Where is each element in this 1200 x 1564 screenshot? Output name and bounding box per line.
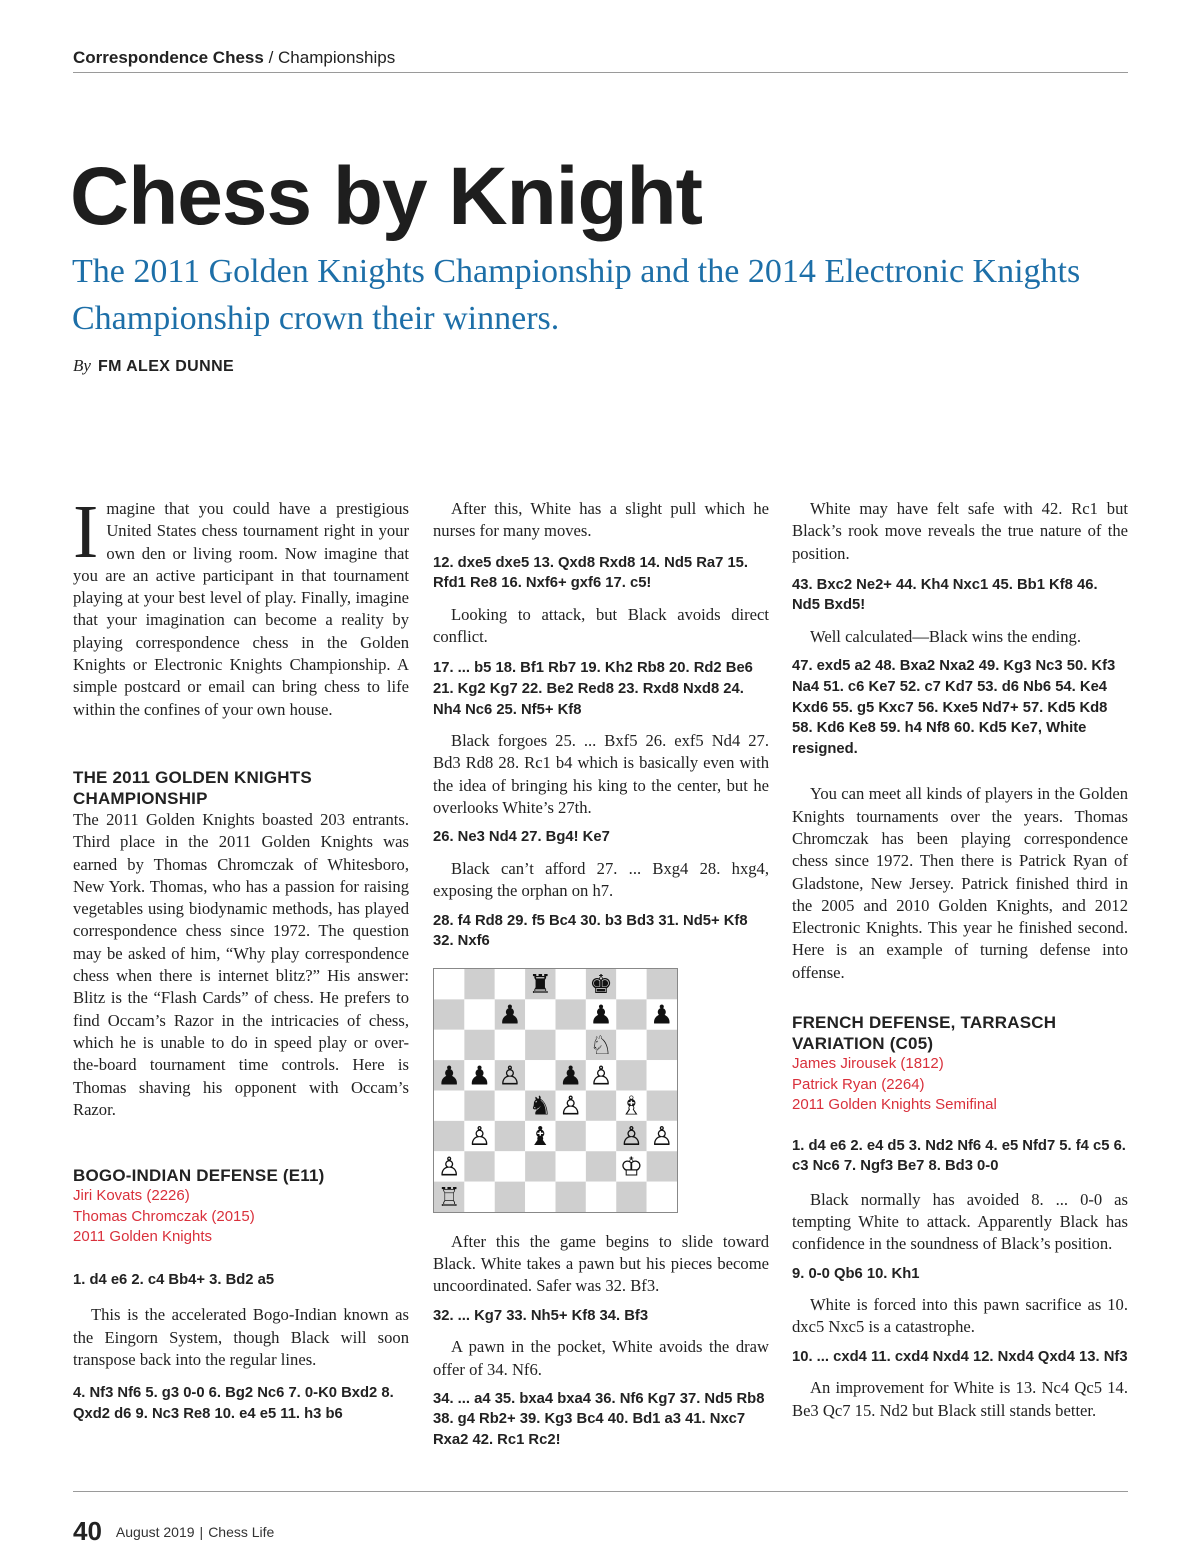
annotation-paragraph: After this, White has a slight pull which he nurses for many moves. xyxy=(433,499,769,541)
page-number: 40 xyxy=(73,1516,102,1546)
game1-white-player: Jiri Kovats (2226) xyxy=(73,1187,190,1205)
chess-board xyxy=(434,969,677,1212)
magazine-name: Chess Life xyxy=(208,1523,275,1540)
board-square xyxy=(464,1181,494,1211)
subsection-name: Championships xyxy=(278,48,396,67)
board-square xyxy=(586,1151,616,1181)
moves-block: 28. f4 Rd8 29. f5 Bc4 30. b3 Bd3 31. Nd5+ Kf8 32. Nxf6 xyxy=(433,912,748,950)
chess-piece-c5: ♙ xyxy=(498,1061,522,1092)
board-square xyxy=(525,999,555,1029)
board-square xyxy=(525,1151,555,1181)
board-square xyxy=(434,1090,464,1120)
board-square xyxy=(495,1121,525,1151)
board-square xyxy=(556,1151,586,1181)
chess-piece-f8: ♚ xyxy=(589,969,613,1000)
chess-piece-a5: ♟ xyxy=(437,1061,461,1092)
chess-piece-e5: ♟ xyxy=(559,1061,583,1092)
chess-piece-g4: ♗ xyxy=(619,1091,644,1122)
game2-black-player: Patrick Ryan (2264) xyxy=(792,1075,925,1093)
footer xyxy=(73,1516,274,1547)
section-separator: / xyxy=(263,48,279,67)
board-square xyxy=(464,999,494,1029)
board-square xyxy=(616,999,646,1029)
annotation-paragraph: This is the accelerated Bogo-Indian known as the Eingorn System, though Black will soon transpose back into the regular lines. xyxy=(73,1305,409,1369)
annotation-paragraph: White is forced into this pawn sacrifice as 10. dxc5 Nxc5 is a catastrophe. xyxy=(792,1295,1128,1337)
board-square xyxy=(434,999,464,1029)
board-square xyxy=(616,1029,646,1059)
board-square xyxy=(495,1029,525,1059)
board-square xyxy=(434,1029,464,1059)
game2-white-player: James Jirousek (1812) xyxy=(792,1055,944,1073)
game1-event: 2011 Golden Knights xyxy=(73,1228,212,1246)
board-square xyxy=(464,969,494,999)
board-square xyxy=(616,1060,646,1090)
board-square xyxy=(464,1029,494,1059)
board-square xyxy=(586,1181,616,1211)
moves-block: 34. ... a4 35. bxa4 bxa4 36. Nf6 Kg7 37. Nd5 Rb8 38. g4 Rb2+ 39. Kg3 Bc4 40. Bd1 a3 41. Nxc7 Rxa2 42. Rc1 Rc2! xyxy=(433,1390,765,1448)
board-square xyxy=(495,1151,525,1181)
drop-cap: I xyxy=(73,490,99,574)
board-square xyxy=(495,1181,525,1211)
board-square xyxy=(464,1151,494,1181)
moves-block: 26. Ne3 Nd4 27. Bg4! Ke7 xyxy=(433,829,610,846)
board-square xyxy=(434,969,464,999)
chess-piece-b5: ♟ xyxy=(467,1061,492,1092)
article-deck: The 2011 Golden Knights Championship and the 2014 Electronic Knights Championship crown their winners. xyxy=(72,253,1081,337)
board-square xyxy=(586,1121,616,1151)
game1-black-player: Thomas Chromczak (2015) xyxy=(73,1207,255,1225)
chess-piece-h3: ♙ xyxy=(650,1121,674,1152)
chess-piece-d3: ♝ xyxy=(528,1121,552,1152)
board-square xyxy=(647,1090,677,1120)
chess-piece-d4: ♞ xyxy=(528,1091,552,1122)
moves-block: 4. Nf3 Nf6 5. g3 0-0 6. Bg2 Nc6 7. 0-K0 Bxd2 8. Qxd2 d6 9. Nc3 Re8 10. e4 e5 11. h3 b6 xyxy=(73,1385,394,1422)
board-square xyxy=(434,1121,464,1151)
chess-piece-c7: ♟ xyxy=(498,1000,522,1031)
board-square xyxy=(586,1090,616,1120)
moves-block: 10. ... cxd4 11. cxd4 Nxd4 12. Nxd4 Qxd4 13. Nf3 xyxy=(792,1348,1128,1365)
running-head xyxy=(73,48,395,68)
chess-piece-d8: ♜ xyxy=(528,969,552,1000)
board-square xyxy=(525,1181,555,1211)
chess-piece-g2: ♔ xyxy=(619,1152,644,1183)
byline xyxy=(73,356,234,376)
issue-date: August 2019 xyxy=(115,1523,195,1540)
column-3 xyxy=(792,498,1128,1422)
heading-golden-knights: THE 2011 GOLDEN KNIGHTS CHAMPIONSHIP xyxy=(73,767,312,808)
byline-author: FM ALEX DUNNE xyxy=(97,358,235,375)
moves-block: 43. Bxc2 Ne2+ 44. Kh4 Nxc1 45. Bb1 Kf8 46. Nd5 Bxd5! xyxy=(792,576,1098,614)
footer-separator: | xyxy=(199,1523,204,1540)
annotation-paragraph: White may have felt safe with 42. Rc1 but Black’s rook move reveals the true nature of the position. xyxy=(792,499,1128,563)
annotation-paragraph: A pawn in the pocket, White avoids the draw offer of 34. Nf6. xyxy=(433,1337,769,1379)
annotation-paragraph: You can meet all kinds of players in the Golden Knights tournaments over the years. Thomas Chromczak has been playing correspondence chess since 1972. Then there is Patrick Ryan of Gladstone, New Jersey. Patrick finished third in the 2005 and 2010 Golden Knights, and 2012 Electronic Knights. This year he finished second. Here is an example of turning defense into offense. xyxy=(792,784,1128,982)
moves-block: 47. exd5 a2 48. Bxa2 Nxa2 49. Kg3 Nc3 50. Kf3 Na4 51. c6 Ke7 52. c7 Kd7 53. d6 Nb6 54. Ke4 Kxd6 55. g5 Kxc7 56. Kxe5 Nd7+ 57. Kd5 Kd8 58. Kd6 Ke8 59. h4 Nf8 60. Kd5 Ke7, White resigned. xyxy=(792,658,1116,757)
board-square xyxy=(556,1121,586,1151)
chess-piece-f6: ♘ xyxy=(589,1030,613,1061)
moves-block: 1. d4 e6 2. e4 d5 3. Nd2 Nf6 4. e5 Nfd7 5. f4 c5 6. c3 Nc6 7. Ngf3 Be7 8. Bd3 0-0 xyxy=(792,1137,1126,1175)
annotation-paragraph: Looking to attack, but Black avoids direct conflict. xyxy=(433,604,769,647)
annotation-paragraph: Black normally has avoided 8. ... 0-0 as tempting White to attack. Apparently Black has confidence in the soundness of Black’s position. xyxy=(792,1189,1128,1254)
board-square xyxy=(616,1181,646,1211)
column-1 xyxy=(73,490,409,1424)
board-square xyxy=(495,969,525,999)
board-square xyxy=(647,969,677,999)
moves-block: 12. dxe5 dxe5 13. Qxd8 Rxd8 14. Nd5 Ra7 15. Rfd1 Re8 16. Nxf6+ gxf6 17. c5! xyxy=(433,554,749,592)
footer-rule xyxy=(73,1491,1128,1492)
chess-piece-f5: ♙ xyxy=(589,1061,613,1092)
chess-piece-g3: ♙ xyxy=(619,1121,644,1152)
board-square xyxy=(525,1029,555,1059)
annotation-paragraph: Black can’t afford 27. ... Bxg4 28. hxg4, exposing the orphan on h7. xyxy=(433,858,769,901)
chess-piece-e4: ♙ xyxy=(559,1091,583,1122)
heading-bogo-indian: BOGO-INDIAN DEFENSE (E11) xyxy=(73,1166,325,1186)
board-square xyxy=(647,1060,677,1090)
chess-diagram xyxy=(433,968,678,1213)
annotation-paragraph: Black forgoes 25. ... Bxf5 26. exf5 Nd4 27. Bd3 Rd8 28. Rc1 b4 which is basically even with the idea of bringing his king to the center, but he overlooks White’s 27th. xyxy=(433,731,769,818)
intro-text: magine that you could have a prestigious United States chess tournament right in your own den or living room. Now imagine that you are an active participant in that tournament playing at your best level of play. Finally, imagine that your imagination can become a reality by playing correspondence chess in the Golden Knights or Electronic Knights Championship. A simple postcard or email can bring chess to life within the confines of your own house. xyxy=(73,499,409,719)
annotation-paragraph: An improvement for White is 13. Nc4 Qc5 14. Be3 Qc7 15. Nd2 but Black still stands better. xyxy=(792,1378,1128,1420)
article-title: Chess by Knight xyxy=(70,151,702,242)
annotation-paragraph: After this the game begins to slide toward Black. White takes a pawn but his pieces become uncoordinated. Safer was 32. Bf3. xyxy=(433,1231,769,1296)
board-square xyxy=(556,1029,586,1059)
board-square xyxy=(556,1181,586,1211)
chess-piece-b3: ♙ xyxy=(467,1121,492,1152)
board-square xyxy=(647,1181,677,1211)
board-square xyxy=(556,999,586,1029)
board-square xyxy=(495,1090,525,1120)
intro-paragraph xyxy=(73,490,409,721)
game2-event: 2011 Golden Knights Semifinal xyxy=(792,1096,997,1114)
chess-piece-a1: ♖ xyxy=(437,1182,461,1212)
moves-block: 9. 0-0 Qb6 10. Kh1 xyxy=(792,1265,920,1282)
column-2 xyxy=(433,498,769,1451)
heading-french-defense: FRENCH DEFENSE, TARRASCH VARIATION (C05) xyxy=(792,1013,1057,1054)
board-square xyxy=(647,1029,677,1059)
board-square xyxy=(647,1151,677,1181)
section-name: Correspondence Chess xyxy=(73,48,264,67)
annotation-paragraph: Well calculated—Black wins the ending. xyxy=(810,627,1081,647)
chess-piece-f7: ♟ xyxy=(589,1000,613,1031)
chess-piece-a2: ♙ xyxy=(437,1152,461,1183)
chess-piece-h7: ♟ xyxy=(650,1000,674,1031)
byline-by: By xyxy=(73,356,91,375)
board-square xyxy=(616,969,646,999)
moves-block: 32. ... Kg7 33. Nh5+ Kf8 34. Bf3 xyxy=(433,1307,649,1324)
board-square xyxy=(464,1090,494,1120)
board-square xyxy=(556,969,586,999)
moves-block: 1. d4 e6 2. c4 Bb4+ 3. Bd2 a5 xyxy=(73,1271,275,1288)
golden-knights-paragraph: The 2011 Golden Knights boasted 203 entrants. Third place in the 2011 Golden Knights was earned by Thomas Chromczak of Whitesboro, New York. Thomas, who has a passion for raising vegetables using biodynamic methods, has played correspondence chess since 1972. The question may be asked of him, “Why play correspondence chess when there is internet blitz?” His answer: Blitz is the “Flash Cards” of chess. He prefers to find Occam’s Razor in the intricacies of chess, which he is unable to do in speed play or over-the-board tournament time controls. Here is Thomas shaving his opponent with Occam’s Razor. xyxy=(73,809,409,1119)
moves-block: 17. ... b5 18. Bf1 Rb7 19. Kh2 Rb8 20. Rd2 Be6 21. Kg2 Kg7 22. Be2 Red8 23. Rxd8 Nxd8 24. Nh4 Nc6 25. Nf5+ Kf8 xyxy=(433,660,753,718)
header-rule xyxy=(73,72,1128,73)
board-square xyxy=(525,1060,555,1090)
